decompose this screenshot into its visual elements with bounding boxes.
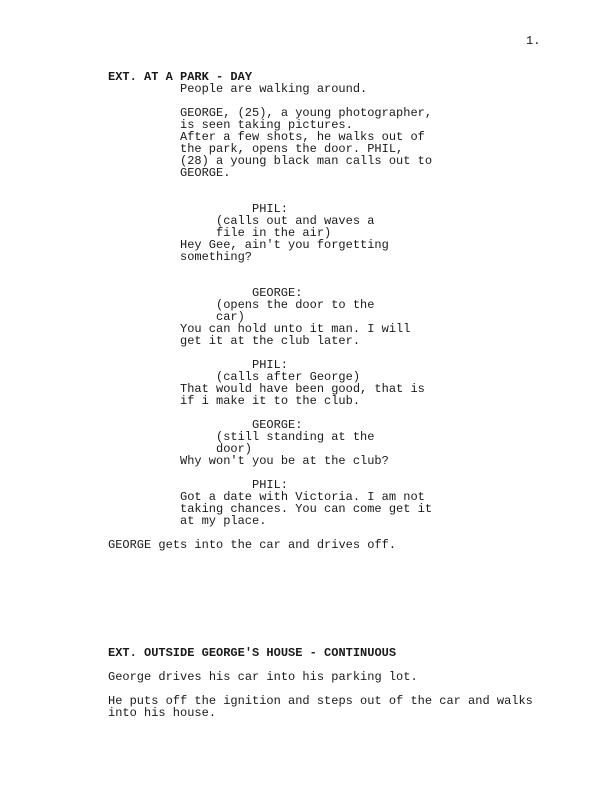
character-name: GEORGE: bbox=[252, 418, 303, 432]
parenthetical: (still standing at the door) bbox=[216, 430, 375, 456]
action-line: People are walking around. bbox=[180, 82, 368, 96]
scene-heading: EXT. AT A PARK - DAY bbox=[108, 70, 253, 84]
dialogue-line: That would have been good, that is if i make it to the club. bbox=[180, 382, 425, 408]
scene-heading: EXT. OUTSIDE GEORGE'S HOUSE - CONTINUOUS bbox=[108, 646, 397, 660]
dialogue-line: Hey Gee, ain't you forgetting something? bbox=[180, 238, 389, 264]
action-line: George drives his car into his parking lot. bbox=[108, 670, 418, 684]
parenthetical: (calls out and waves a file in the air) bbox=[216, 214, 375, 240]
action-block: GEORGE, (25), a young photographer, is seen taking pictures. After a few shots, he walks out of the park, opens the door. PHIL, (28) a young black man calls out to GEORGE. bbox=[180, 106, 433, 180]
dialogue-line: Got a date with Victoria. I am not taking chances. You can come get it at my place. bbox=[180, 490, 433, 528]
action-block: He puts off the ignition and steps out of the car and walks into his house. bbox=[108, 694, 533, 720]
parenthetical: (calls after George) bbox=[216, 370, 361, 384]
dialogue-line: You can hold unto it man. I will get it at the club later. bbox=[180, 322, 411, 348]
character-name: PHIL: bbox=[252, 202, 289, 216]
parenthetical: (opens the door to the car) bbox=[216, 298, 375, 324]
character-name: GEORGE: bbox=[252, 286, 303, 300]
character-name: PHIL: bbox=[252, 478, 289, 492]
dialogue-line: Why won't you be at the club? bbox=[180, 454, 389, 468]
action-line: GEORGE gets into the car and drives off. bbox=[108, 538, 397, 552]
page-number: 1. bbox=[526, 34, 541, 48]
character-name: PHIL: bbox=[252, 358, 289, 372]
